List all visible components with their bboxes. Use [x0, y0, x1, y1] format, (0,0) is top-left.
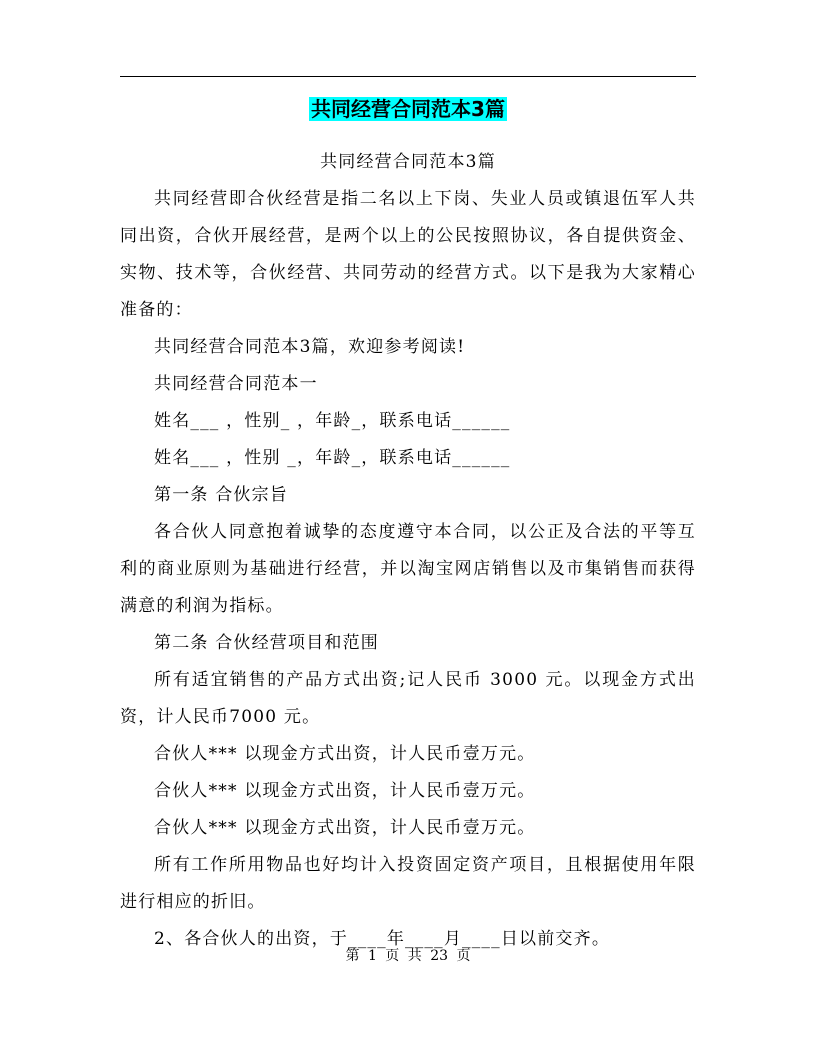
document-title [0, 94, 816, 124]
paragraph: 所有工作所用物品也好均计入投资固定资产项目，且根据使用年限进行相应的折旧。 [120, 855, 696, 912]
partner-contribution: 合伙人*** 以现金方式出资，计人民币壹万元。 [154, 818, 536, 838]
party-info-line: 姓名___ ，性别_ ，年龄_，联系电话______ [154, 411, 511, 431]
header-rule [120, 76, 696, 77]
party-info-line: 姓名___ ，性别 _，年龄_，联系电话______ [154, 448, 511, 468]
article-heading: 第二条 合伙经营项目和范围 [154, 633, 380, 653]
partner-contribution: 合伙人*** 以现金方式出资，计人民币壹万元。 [154, 744, 536, 764]
paragraph: 2、各合伙人的出资，于____年____月____日以前交齐。 [154, 929, 611, 949]
section-heading: 共同经营合同范本一 [154, 374, 318, 394]
paragraph: 所有适宜销售的产品方式出资;记人民币 3000 元。以现金方式出资，计人民币7000 元。 [120, 670, 696, 727]
article-heading: 第一条 合伙宗旨 [154, 485, 289, 505]
paragraph: 共同经营合同范本3篇，欢迎参考阅读! [154, 337, 466, 357]
paragraph: 共同经营即合伙经营是指二名以上下岗、失业人员或镇退伍军人共同出资，合伙开展经营，是两个以上的公民按照协议，各自提供资金、实物、技术等，合伙经营、共同劳动的经营方式。以下是我为大家精心准备的： [120, 189, 696, 320]
document-body [120, 144, 696, 958]
partner-contribution: 合伙人*** 以现金方式出资，计人民币壹万元。 [154, 781, 536, 801]
subtitle: 共同经营合同范本3篇 [320, 152, 496, 172]
page-footer: 第 1 页 共 23 页 [345, 948, 471, 964]
paragraph: 各合伙人同意抱着诚挚的态度遵守本合同，以公正及合法的平等互利的商业原则为基础进行经营，并以淘宝网店销售以及市集销售而获得满意的利润为指标。 [120, 522, 696, 616]
document-title-text: 共同经营合同范本3篇 [311, 97, 505, 121]
